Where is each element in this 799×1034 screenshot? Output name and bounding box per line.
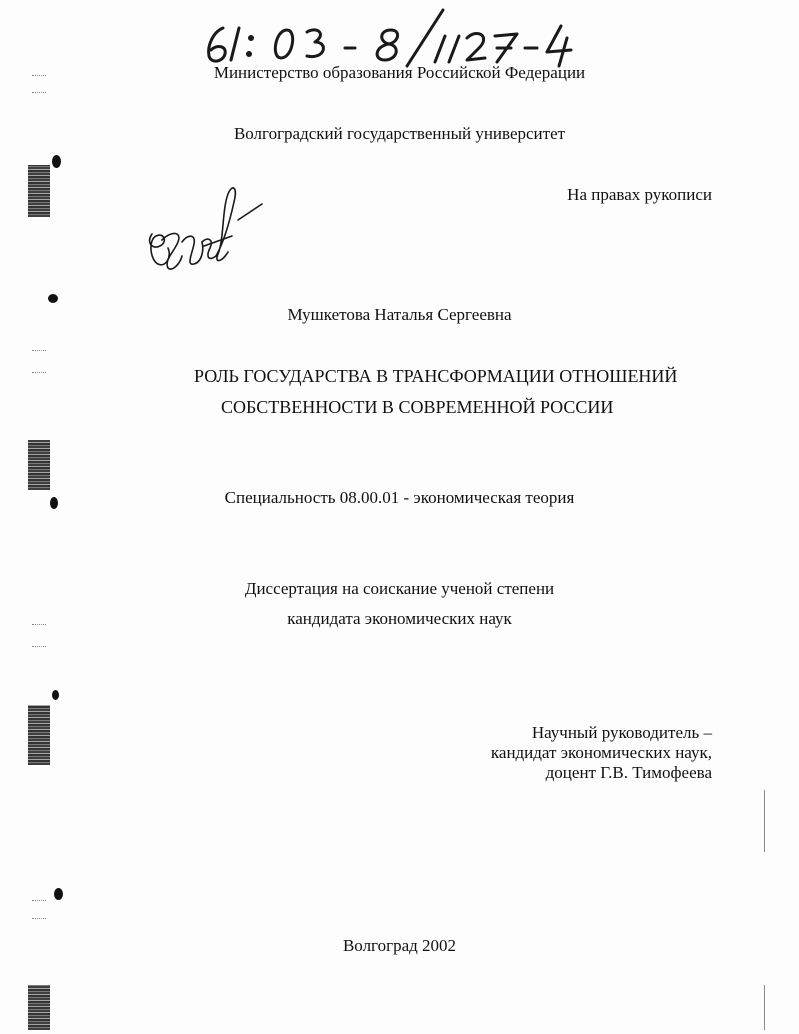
author-name: Мушкетова Наталья Сергеевна [287, 305, 512, 324]
scan-artifact [32, 624, 46, 626]
scan-artifact [52, 690, 59, 700]
manuscript-rights-label: На правах рукописи [567, 185, 712, 204]
handwritten-signature [138, 180, 278, 280]
supervisor-line-3: доцент Г.В. Тимофеева [545, 763, 712, 782]
degree-line-2: кандидата экономических наук [287, 609, 512, 628]
degree-line-1: Диссертация на соискание ученой степени [244, 579, 555, 598]
scan-artifact [28, 440, 50, 490]
scan-artifact [32, 918, 46, 920]
scan-artifact [764, 790, 765, 852]
university-name: Волгоградский государственный университет [233, 124, 566, 143]
supervisor-line-1: Научный руководитель – [531, 723, 712, 742]
scan-artifact [32, 900, 46, 902]
scan-artifact [32, 646, 46, 648]
scan-artifact [28, 165, 50, 217]
specialty-label: Специальность 08.00.01 - экономическая теория [224, 488, 575, 507]
ministry-name: Министерство образования Российской Федерации [213, 63, 586, 82]
scan-artifact [32, 75, 46, 77]
supervisor-line-2: кандидат экономических наук, [490, 743, 712, 762]
dissertation-title-line-2: СОБСТВЕННОСТИ В СОВРЕМЕННОЙ РОССИИ [221, 397, 614, 417]
scan-artifact [48, 294, 58, 303]
scan-artifact [32, 350, 46, 352]
scan-artifact [32, 92, 46, 94]
scan-artifact [54, 888, 63, 900]
scan-artifact [28, 985, 50, 1030]
scan-artifact [764, 985, 765, 1030]
scan-artifact [52, 155, 61, 168]
scan-artifact [28, 705, 50, 765]
city-year: Волгоград 2002 [342, 936, 457, 955]
scan-artifact [50, 497, 58, 509]
scan-artifact [32, 372, 46, 374]
dissertation-title-line-1: РОЛЬ ГОСУДАРСТВА В ТРАНСФОРМАЦИИ ОТНОШЕНИЙ [194, 366, 678, 386]
handwritten-archive-code [195, 8, 615, 68]
